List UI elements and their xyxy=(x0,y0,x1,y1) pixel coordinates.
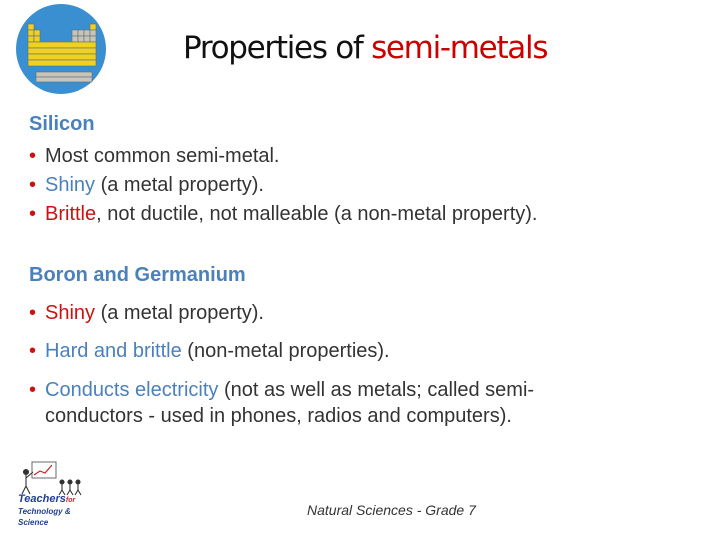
bullet-keyword: Conducts electricity xyxy=(45,379,219,401)
bullet-text: (non-metal properties). xyxy=(181,340,390,362)
bullet-text-continued: conductors - used in phones, radios and computers). xyxy=(45,405,512,427)
bullet-keyword: Hard and brittle xyxy=(45,340,182,362)
bullet-text: (a metal property). xyxy=(95,302,264,324)
people-chart-icon xyxy=(12,460,92,496)
bullet-keyword: Shiny xyxy=(45,302,96,324)
bullet-keyword: Brittle xyxy=(45,203,97,225)
bullet-text: (a metal property). xyxy=(95,174,264,196)
list-item xyxy=(29,300,264,326)
list-item xyxy=(29,338,390,364)
bullet-icon: • xyxy=(29,145,37,167)
bullet-text: Most common semi-metal. xyxy=(45,145,280,167)
bullet-icon: • xyxy=(29,203,37,225)
section-heading-boron: Boron and Germanium xyxy=(29,264,246,286)
bullet-text: (not as well as metals; called semi- xyxy=(218,379,535,401)
list-item xyxy=(29,377,534,429)
bullet-icon: • xyxy=(29,174,37,196)
bullet-text: , not ductile, not malleable (a non-metal property). xyxy=(96,203,538,225)
title-part2: semi-metals xyxy=(371,30,548,66)
teachers-logo-text: Teachersfor Technology & Science xyxy=(18,493,76,527)
list-item xyxy=(29,201,537,227)
section-heading-silicon: Silicon xyxy=(29,113,95,135)
bullet-icon: • xyxy=(29,302,37,324)
teachers-logo xyxy=(12,460,92,526)
title-part1: Properties of xyxy=(183,30,363,66)
list-item xyxy=(29,143,280,169)
bullet-keyword: Shiny xyxy=(45,174,96,196)
periodic-table-logo xyxy=(6,2,116,96)
footer-text: Natural Sciences - Grade 7 xyxy=(307,502,476,518)
page-title xyxy=(183,30,547,66)
bullet-icon: • xyxy=(29,379,37,401)
bullet-icon: • xyxy=(29,340,37,362)
list-item xyxy=(29,172,264,198)
